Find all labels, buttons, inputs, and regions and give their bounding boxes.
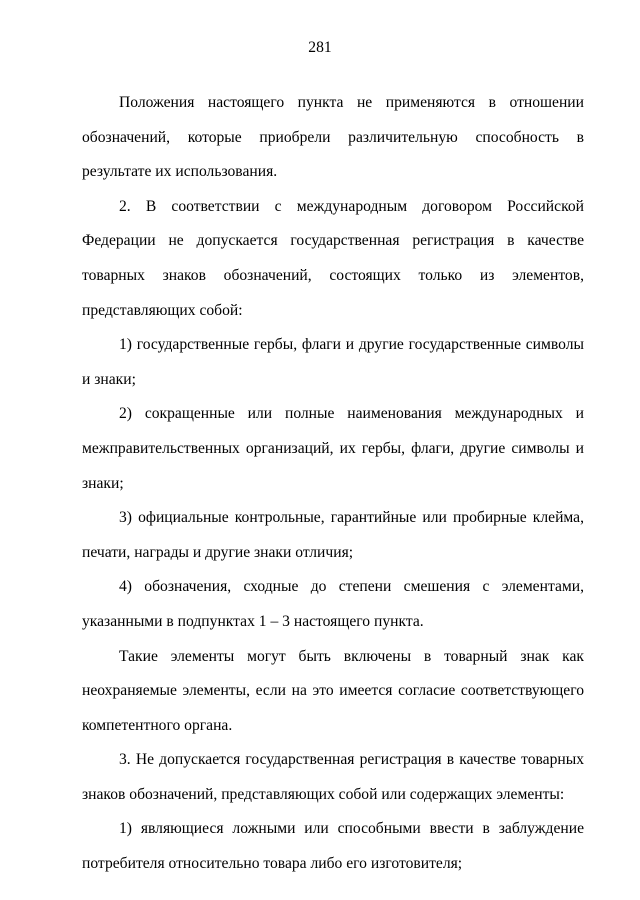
page-number: 281 [308,39,332,56]
paragraph-clause-2: 2. В соответствии с международным договором Российской Федерации не допускается государственная регистрация в качестве товарных знаков обозначений, состоящих только из элементов, представляющих собой: [82,197,584,319]
paragraph-clause-3: 3. Не допускается государственная регистрация в качестве товарных знаков обозначений, представляющих собой или содержащих элементы: [82,751,584,803]
paragraph-unprotected-elements: Такие элементы могут быть включены в товарный знак как неохраняемые элементы, если на это имеется согласие соответствующего компетентного органа. [82,647,584,734]
list-item-2-3: 3) официальные контрольные, гарантийные или пробирные клейма, печати, награды и другие знаки отличия; [82,509,584,561]
list-item-2-1: 1) государственные гербы, флаги и другие государственные символы и знаки; [82,336,584,388]
document-body [82,86,584,882]
list-item-2-2: 2) сокращенные или полные наименования международных и межправительственных организаций, их гербы, флаги, другие символы и знаки; [82,405,584,492]
list-item-2-4: 4) обозначения, сходные до степени смешения с элементами, указанными в подпунктах 1 – 3 настоящего пункта. [82,578,584,630]
list-item-3-1: 1) являющиеся ложными или способными ввести в заблуждение потребителя относительно товара либо его изготовителя; [82,820,584,873]
paragraph-provisions-not-applied: Положения настоящего пункта не применяются в отношении обозначений, которые приобрели различительную способность в результате их использования. [82,94,584,181]
